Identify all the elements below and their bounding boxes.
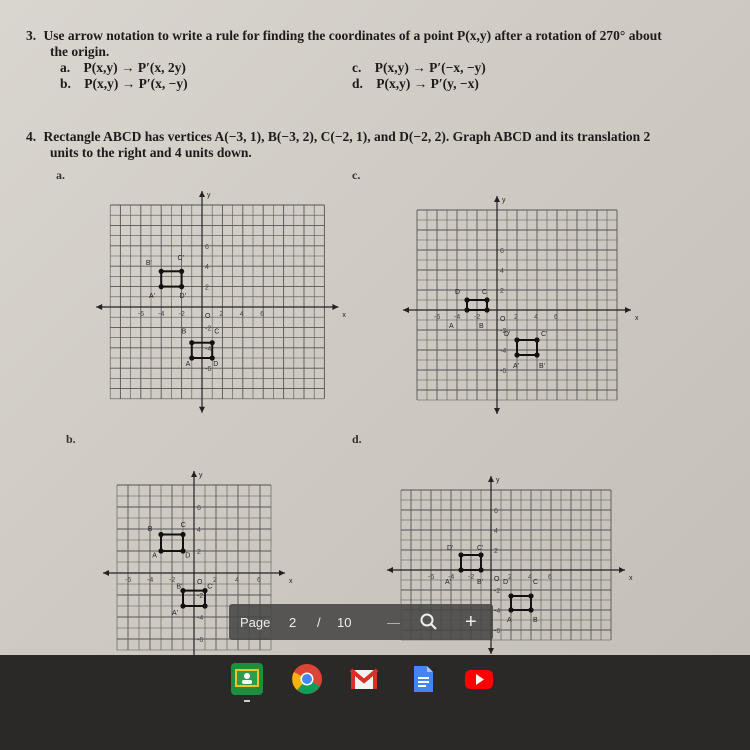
vertex-label: C <box>533 579 539 586</box>
vertex-label: A <box>507 617 512 624</box>
y-tick-label: 2 <box>500 288 504 295</box>
x-tick-label: 2 <box>514 314 518 321</box>
vertex-label: B <box>479 323 484 330</box>
current-page-field[interactable]: 2 <box>289 614 297 630</box>
y-tick-label: 4 <box>197 527 201 534</box>
y-tick-label: 6 <box>197 505 201 512</box>
question-3-text-line2: the origin. <box>50 44 110 59</box>
question-4-text-line1: Rectangle ABCD has vertices A(−3, 1), B(−3, 2), C(−2, 1), and D(−2, 2). Graph ABCD and its translation 2 <box>43 129 651 144</box>
vertex-label: A' <box>148 292 155 300</box>
vertex-label: B <box>181 328 187 336</box>
option-3b: b. P(x,y) → P′(x, −y) <box>60 76 188 91</box>
vertex-point <box>508 593 513 598</box>
vertex-label: D' <box>447 545 454 552</box>
vertex-label: A <box>449 323 454 330</box>
origin-label: O <box>197 579 203 586</box>
active-app-indicator <box>244 700 250 702</box>
x-axis-label: x <box>289 578 293 585</box>
y-tick-label: 4 <box>494 528 498 535</box>
vertex-point <box>180 532 185 537</box>
origin-label: O <box>494 576 500 583</box>
page-label: Page <box>240 614 271 630</box>
x-axis-arrow-left <box>103 570 109 576</box>
x-tick-label: -4 <box>454 314 461 321</box>
y-axis-arrow-up <box>191 471 197 477</box>
origin-label: O <box>205 313 211 320</box>
vertex-point <box>458 552 463 557</box>
vertex-point <box>464 307 469 312</box>
y-tick-label: 6 <box>494 508 498 515</box>
vertex-point <box>189 340 194 345</box>
y-axis-arrow-down <box>199 407 205 413</box>
x-tick-label: 6 <box>554 314 558 321</box>
vertex-label: C <box>180 521 186 529</box>
part-a-label: a. <box>56 168 65 182</box>
vertex-point <box>478 552 483 557</box>
y-axis-arrow-down <box>494 408 500 414</box>
y-tick-label: 2 <box>197 549 201 556</box>
x-tick-label: -6 <box>428 574 435 581</box>
vertex-point <box>202 603 207 608</box>
y-tick-label: -6 <box>500 368 507 375</box>
graph-c <box>380 175 640 425</box>
y-tick-label: -2 <box>205 325 212 333</box>
vertex-point <box>528 607 533 612</box>
zoom-icon[interactable] <box>419 612 439 635</box>
x-tick-label: 4 <box>534 314 538 321</box>
x-tick-label: -4 <box>448 574 455 581</box>
y-tick-label: -6 <box>494 628 501 635</box>
x-tick-label: 4 <box>239 311 244 318</box>
y-tick-label: 2 <box>205 284 209 292</box>
x-tick-label: -2 <box>474 314 481 321</box>
x-tick-label: 2 <box>213 577 217 584</box>
vertex-point <box>180 603 185 608</box>
y-tick-label: -4 <box>500 348 507 355</box>
y-tick-label: -6 <box>205 366 212 374</box>
x-tick-label: 2 <box>508 574 512 581</box>
vertex-label: B <box>533 617 538 624</box>
docs-icon[interactable] <box>407 663 439 695</box>
y-axis-arrow-down <box>488 648 494 654</box>
y-axis-label: y <box>502 197 506 204</box>
youtube-icon[interactable] <box>463 663 495 695</box>
question-3-text-line1: Use arrow notation to write a rule for finding the coordinates of a point P(x,y) after a rotation of 270° about <box>43 28 662 43</box>
vertex-label: A <box>185 361 191 369</box>
vertex-label: A' <box>513 363 520 370</box>
vertex-point <box>484 297 489 302</box>
vertex-label: C <box>214 328 220 336</box>
grid <box>110 205 324 399</box>
vertex-point <box>514 337 519 342</box>
zoom-out-button[interactable]: — <box>387 614 400 630</box>
vertex-point <box>528 593 533 598</box>
vertex-label: D <box>455 289 461 296</box>
x-axis-arrow-left <box>403 307 409 313</box>
x-tick-label: 6 <box>260 311 265 318</box>
question-3-number: 3. <box>26 28 37 43</box>
vertex-point <box>534 352 539 357</box>
y-tick-label: -2 <box>494 588 501 595</box>
x-tick-label: -4 <box>147 577 154 584</box>
vertex-label: B' <box>539 363 546 370</box>
vertex-label: D <box>503 579 509 586</box>
vertex-point <box>189 355 194 360</box>
y-axis-arrow-up <box>199 191 205 197</box>
vertex-label: A' <box>445 579 452 586</box>
y-tick-label: 4 <box>205 264 209 272</box>
part-b-label: b. <box>66 432 76 446</box>
vertex-label: C <box>482 289 488 296</box>
part-d-label: d. <box>352 432 362 446</box>
zoom-in-button[interactable]: + <box>465 610 477 633</box>
graph-a <box>90 175 355 425</box>
vertex-point <box>210 355 215 360</box>
vertex-label: C' <box>477 545 484 552</box>
vertex-point <box>514 352 519 357</box>
x-axis-arrow-right <box>625 307 631 313</box>
question-3 <box>26 28 746 43</box>
y-axis-label: y <box>207 192 211 199</box>
x-axis-label: x <box>629 575 633 582</box>
x-tick-label: -2 <box>468 574 475 581</box>
vertex-point <box>464 297 469 302</box>
vertex-label: C' <box>207 583 214 591</box>
origin-label: O <box>500 316 506 323</box>
y-axis-arrow-up <box>494 196 500 202</box>
question-4-text-line2: units to the right and 4 units down. <box>50 145 252 160</box>
vertex-point <box>508 607 513 612</box>
x-axis-label: x <box>342 312 346 319</box>
x-tick-label: 4 <box>528 574 532 581</box>
x-tick-label: -6 <box>137 311 145 318</box>
x-tick-label: -4 <box>158 311 165 318</box>
question-4-number: 4. <box>26 129 37 144</box>
vertex-label: B' <box>176 583 183 591</box>
y-tick-label: -2 <box>197 593 204 600</box>
x-axis-arrow-right <box>332 304 338 310</box>
option-3d: d. P(x,y) → P′(y, −x) <box>352 76 479 91</box>
vertex-point <box>158 548 163 553</box>
vertex-point <box>179 269 184 274</box>
x-axis-arrow-right <box>619 567 625 573</box>
total-pages: 10 <box>337 614 352 630</box>
vertex-label: D <box>185 552 191 560</box>
vertex-label: A' <box>172 609 179 617</box>
y-tick-label: -2 <box>500 328 507 335</box>
y-tick-label: 6 <box>205 243 209 251</box>
vertex-point <box>210 340 215 345</box>
y-tick-label: 4 <box>500 268 504 275</box>
y-tick-label: -6 <box>197 637 204 644</box>
x-axis-arrow-left <box>96 304 102 310</box>
x-tick-label: 4 <box>235 577 239 584</box>
y-axis-label: y <box>496 477 500 484</box>
vertex-label: B' <box>145 260 152 268</box>
chrome-icon[interactable] <box>291 663 323 695</box>
vertex-label: B <box>147 526 153 534</box>
vertex-point <box>158 532 163 537</box>
x-tick-label: 6 <box>548 574 552 581</box>
vertex-point <box>179 284 184 289</box>
y-axis-arrow-up <box>488 476 494 482</box>
option-3c: c. P(x,y) → P′(−x, −y) <box>352 60 486 75</box>
vertex-point <box>458 567 463 572</box>
vertex-label: C' <box>541 331 548 338</box>
x-tick-label: -2 <box>169 577 176 584</box>
page-separator: / <box>317 614 321 630</box>
pdf-toolbar <box>229 604 493 640</box>
part-c-label: c. <box>352 168 361 182</box>
vertex-label: A <box>152 552 157 560</box>
gmail-icon[interactable] <box>348 663 380 695</box>
option-3a: a. P(x,y) → P′(x, 2y) <box>60 60 186 75</box>
vertex-label: C' <box>177 255 184 263</box>
x-tick-label: -2 <box>178 311 185 318</box>
x-tick-label: -6 <box>125 577 132 584</box>
vertex-point <box>159 284 164 289</box>
vertex-point <box>478 567 483 572</box>
grid <box>417 210 617 400</box>
y-tick-label: -4 <box>197 615 204 622</box>
vertex-point <box>534 337 539 342</box>
vertex-point <box>484 307 489 312</box>
x-axis-arrow-left <box>387 567 393 573</box>
y-tick-label: 2 <box>494 548 498 555</box>
x-axis-arrow-right <box>279 570 285 576</box>
question-4 <box>26 129 746 144</box>
y-tick-label: -4 <box>494 608 501 615</box>
vertex-label: D' <box>179 292 186 300</box>
vertex-label: B' <box>477 579 484 586</box>
y-tick-label: -4 <box>205 345 212 353</box>
classroom-icon[interactable] <box>231 663 263 695</box>
x-axis-label: x <box>635 315 639 322</box>
vertex-label: D <box>213 361 219 369</box>
x-tick-label: 6 <box>257 577 261 584</box>
y-tick-label: 6 <box>500 248 504 255</box>
vertex-point <box>159 269 164 274</box>
vertex-label: D' <box>504 331 511 338</box>
x-tick-label: 2 <box>219 311 224 318</box>
x-tick-label: -6 <box>434 314 441 321</box>
y-axis-label: y <box>199 472 203 479</box>
